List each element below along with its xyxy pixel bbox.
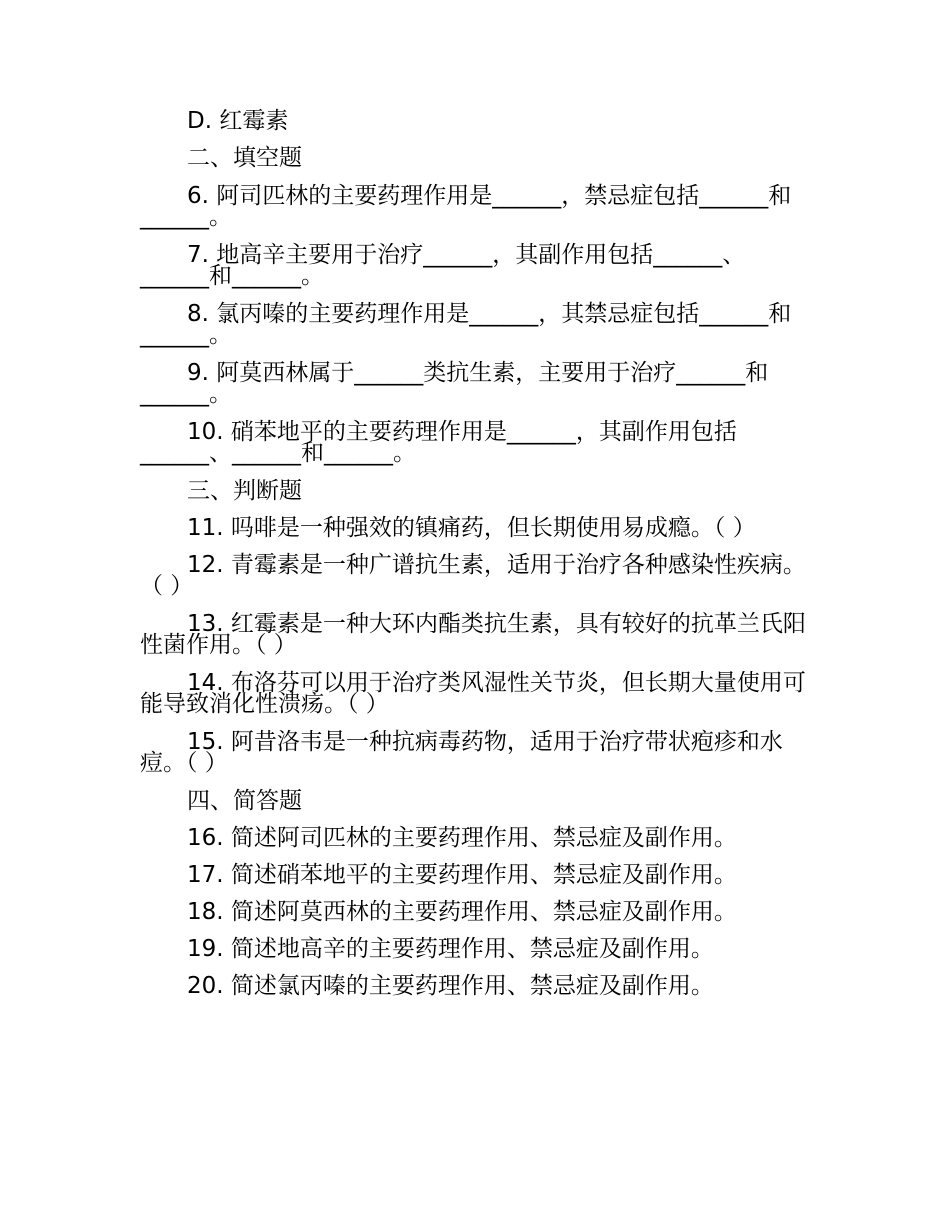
question-19: 19. 简述地高辛的主要药理作用、禁忌症及副作用。 xyxy=(187,936,714,962)
question-6: 6. 阿司匹林的主要药理作用是______，禁忌症包括______和______。 xyxy=(140,183,792,230)
question-9: 9. 阿莫西林属于______类抗生素，主要用于治疗______和______。 xyxy=(140,360,769,407)
option-d: D. 红霉素 xyxy=(187,108,289,134)
question-13: 13. 红霉素是一种大环内酯类抗生素，具有较好的抗革兰氏阳性菌作用。（ ） xyxy=(140,611,806,658)
question-7: 7. 地高辛主要用于治疗______，其副作用包括______、______和______。 xyxy=(140,242,746,289)
question-8: 8. 氯丙嗪的主要药理作用是______，其禁忌症包括______和______。 xyxy=(140,301,792,348)
question-11: 11. 吗啡是一种强效的镇痛药，但长期使用易成瘾。（ ） xyxy=(187,515,756,541)
question-17: 17. 简述硝苯地平的主要药理作用、禁忌症及副作用。 xyxy=(187,862,737,888)
question-12: 12. 青霉素是一种广谱抗生素，适用于治疗各种感染性疾病。（ ） xyxy=(140,552,806,599)
question-14: 14. 布洛芬可以用于治疗类风湿性关节炎，但长期大量使用可能导致消化性溃疡。（ ） xyxy=(140,670,806,717)
question-15: 15. 阿昔洛韦是一种抗病毒药物，适用于治疗带状疱疹和水痘。（ ） xyxy=(140,729,783,776)
question-16: 16. 简述阿司匹林的主要药理作用、禁忌症及副作用。 xyxy=(187,825,737,851)
question-20: 20. 简述氯丙嗪的主要药理作用、禁忌症及副作用。 xyxy=(187,973,714,999)
question-10: 10. 硝苯地平的主要药理作用是______，其副作用包括______、______和______。 xyxy=(140,419,737,466)
question-18: 18. 简述阿莫西林的主要药理作用、禁忌症及副作用。 xyxy=(187,899,737,925)
section-short-answer-title: 四、简答题 xyxy=(187,788,302,814)
section-fill-in-title: 二、填空题 xyxy=(187,145,302,171)
section-true-false-title: 三、判断题 xyxy=(187,478,302,504)
